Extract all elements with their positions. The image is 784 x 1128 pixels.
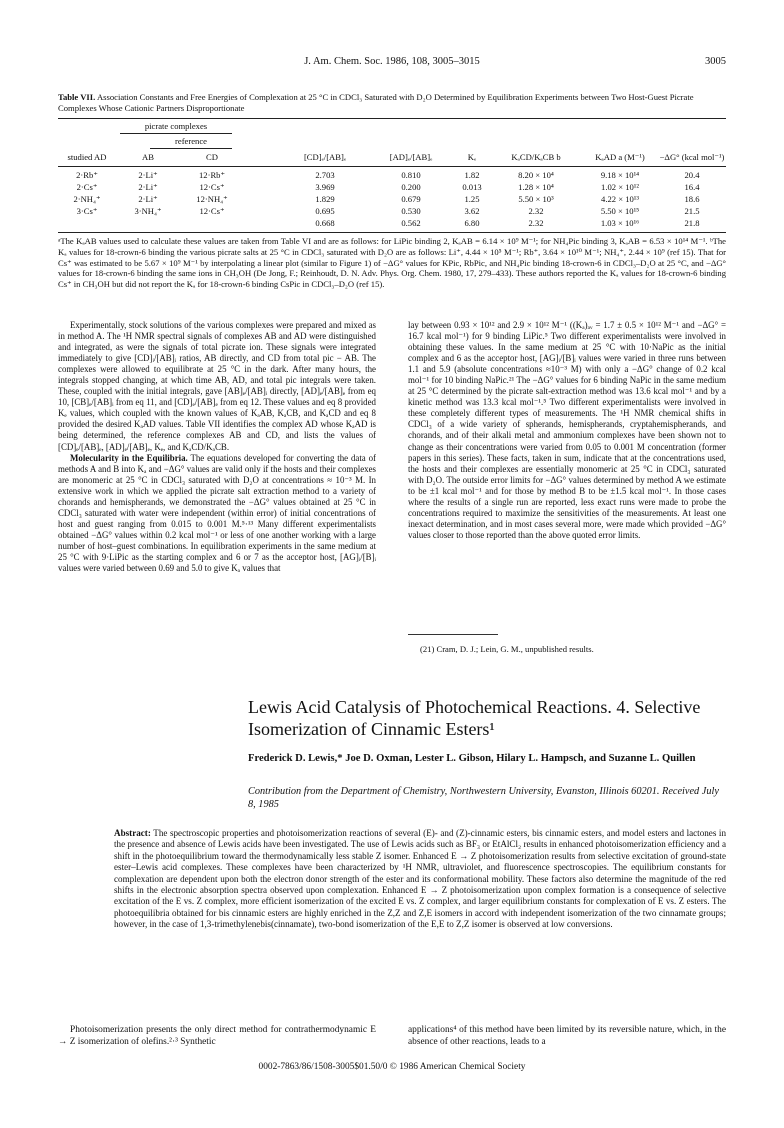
left-column (58, 320, 376, 574)
table-cell: 2·Li⁺ (138, 182, 158, 192)
column-header: AB (142, 152, 154, 162)
table-cell: 2·NH₄⁺ (73, 194, 101, 204)
table-cell: 2·Cs⁺ (76, 182, 98, 192)
table-cell: 5.50 × 10¹⁵ (600, 206, 640, 216)
table-cell: 9.18 × 10¹⁴ (600, 170, 640, 180)
section-heading: Molecularity in the Equilibria. (70, 452, 188, 463)
column-header: studied AD (67, 152, 107, 162)
table-caption (58, 92, 726, 114)
page-footer: 0002-7863/86/1508-3005$01.50/0 © 1986 American Chemical Society (258, 1062, 526, 1072)
table-cell: 3·Cs⁺ (76, 206, 98, 216)
column-header: KₐCD/KₐCB b (511, 152, 561, 162)
page-number: 3005 (705, 56, 726, 67)
table-cell: 3·NH₄⁺ (134, 206, 162, 216)
table-cell: 0.695 (315, 206, 335, 216)
table-cell: 12·NH₄⁺ (196, 194, 228, 204)
right-column (408, 320, 726, 541)
column-header: −ΔG° (kcal mol⁻¹) (659, 152, 725, 162)
table-cell: 4.22 × 10¹³ (601, 194, 639, 204)
column-header: [AD]ₑ/[AB]ₑ (389, 152, 433, 162)
table-cell: 2.703 (315, 170, 335, 180)
table-cell: 21.5 (684, 206, 700, 216)
column-header: CD (206, 152, 218, 162)
journal-citation: J. Am. Chem. Soc. 1986, 108, 3005–3015 (304, 56, 480, 67)
article-authors: Frederick D. Lewis,* Joe D. Oxman, Lester L. Gibson, Hilary L. Hampsch, and Suzanne L. Quillen (248, 753, 696, 764)
table-cell: 6.80 (464, 218, 480, 228)
table-cell: 2·Li⁺ (138, 170, 158, 180)
table-cell: 2.32 (528, 206, 544, 216)
column-header: KₐAD a (M⁻¹) (595, 152, 645, 162)
table-caption-text: Association Constants and Free Energies of Complexation at 25 °C in CDCl₃ Saturated with D₂O Determined by Equilibration Experiments between Two Host-Guest Picrate Complexes Whose Cationic Partners Disproportionate (58, 92, 694, 113)
table-cell: 3.969 (315, 182, 335, 192)
table-cell: 0.562 (401, 218, 421, 228)
footnote: (21) Cram, D. J.; Lein, G. M., unpublished results. (420, 644, 594, 654)
table-cell: 1.829 (315, 194, 335, 204)
table-cell: 0.200 (401, 182, 421, 192)
table-cell: 12·Cs⁺ (199, 206, 225, 216)
table-cell: 20.4 (684, 170, 700, 180)
table-cell: 5.50 × 10³ (518, 194, 554, 204)
table-cell: 8.20 × 10⁴ (518, 170, 554, 180)
table-cell: 0.668 (315, 218, 335, 228)
table-cell: 2·Li⁺ (138, 194, 158, 204)
article-title: Lewis Acid Catalysis of Photochemical Reactions. 4. Selective Isomerization of Cinnamic Esters¹ (248, 697, 701, 739)
paragraph: The equations developed for converting the data of methods A and B into Kₐ and −ΔG° values are valid only if the hosts and their complexes are monomeric at 25 °C in CDCl₃ saturated with D₂O at concentrations ≈ 10⁻³ M. In extensive work in which we applied the picrate salt extraction method to a variety of chorands and hemispherands, we demonstrated the −ΔG° values obtained at 25 °C in CDCl₃ saturated with water were independent (within error) of initial concentrations of host and guest ranging from 0.015 to 0.001 M.⁵·¹³ Many different experimentalists obtained −ΔG° values within 0.2 kcal mol⁻¹ or less of one another working with a large number of host–guest combinations. In equilibration experiments in the same medium at 25 °C with 9·LiPic as the starting complex and 6 or 7 as the acceptor host, [AG]ᵢ/[B]ᵢ values were varied between 0.69 and 5.0 to give Kₐ values that (58, 452, 376, 574)
abstract-label: Abstract: (114, 828, 151, 838)
table-cell: 12·Cs⁺ (199, 182, 225, 192)
paragraph: lay between 0.93 × 10¹² and 2.9 × 10¹² M⁻¹ ((Kₐ)ₐᵥ = 1.7 ± 0.5 × 10¹² M⁻¹ and −ΔG° = 16.7 kcal mol⁻¹) for 9 binding LiPic.⁵ Two different experimentalists were involved in obtaining these values. In the same medium at 25 °C with 10·NaPic as the initial complex and 6 as the acceptor host, [AG]ᵢ/[B]ᵢ values were varied in three runs between 1.1 and 5.9 (absolute concentrations ≈10⁻³ M) with only a −ΔG° change of 0.2 kcal mol⁻¹ for 10 binding NaPic.²¹ The −ΔG° values for 6 binding NaPic in the same medium at 25 °C determined by the picrate salt-extraction method was 13.6 kcal mol⁻¹ and by a kinetic method was 13.3 kcal mol⁻¹.⁵ Two different experimentalists were involved in these completely different types of measurements. The ¹H NMR chemical shifts in CDCl₃ of a wide variety of spherands, hemispherands, cryptahemispherands, and chorands, and of their alkali metal and ammonium complexes have been shown not to change as their concentrations were varied from 0.05 to 0.001 M concentration (former papers in this series). These facts, taken in sum, indicate that at the concentrations used, the hosts and their complexes are essentially monomeric at 25 °C in CDCl₃ saturated with D₂O. The outside error limits for −ΔG° values determined by method A we estimate to be ±1 kcal mol⁻¹ and for those by method B to be ±1.5 kcal mol⁻¹. In those cases where the results of a single run are reported, less exact runs were made to probe the concentrations required to maximize the sensitivities of the measurements. At least one inexact determination, and in most cases several more, were made which provided −ΔG° values closer to those reported than the above quoted error limits. (408, 320, 726, 540)
article-affiliation: Contribution from the Department of Chemistry, Northwestern University, Evanston, Illinois 60201. Received July 8, 1985 (248, 786, 719, 810)
table-footnote: ᵃThe KₐAB values used to calculate these values are taken from Table VI and are as follows: for LiPic binding 2, KₐAB = 6.14 × 10⁹ M⁻¹; for NH₄Pic binding 3, KₐAB = 6.53 × 10¹⁴ M⁻¹. ᵇThe Kₐ values for 18-crown-6 binding the various picrate salts at 25 °C in CDCl₃ saturated with D₂O are as follows: Li⁺, 4.44 × 10⁵ M⁻¹; Rb⁺, 3.64 × 10¹⁰ M⁻¹; NH₄⁺, 2.44 × 10⁹ (ref 15). That for Cs⁺ was estimated to be 5.67 × 10⁹ M⁻¹ by interpolating a linear plot (similar to Figure 1) of −ΔG° values for KPic, RbPic, and NH₄Pic binding 18-crown-6 in CDCl₃–D₂O at 25 °C, and −ΔG° values for 18-crown-6 binding the same ions in CH₃OH (De Jong, F.; Reinhoudt, D. N. Adv. Phys. Org. Chem. 1980, 17, 279–433). These authors reported the Kₐ values for 18-crown-6 binding Cs⁺ in CH₃OH but did not report the Kₐ for 18-crown-6 binding CsPic in CDCl₃–D₂O (ref 15). (58, 236, 726, 290)
table-cell: 3.62 (464, 206, 480, 216)
column-header: Kₑ (467, 152, 477, 162)
table-cell: 2.32 (528, 218, 544, 228)
table-label: Table VII. (58, 92, 96, 102)
sub-group-header: reference (175, 136, 207, 146)
table-cell: 2·Rb⁺ (76, 170, 98, 180)
table-cell: 18.6 (684, 194, 700, 204)
table-cell: 0.679 (401, 194, 421, 204)
table-cell: 1.82 (464, 170, 480, 180)
abstract (114, 828, 726, 931)
table-cell: 16.4 (684, 182, 700, 192)
intro-left: Photoisomerization presents the only direct method for contrathermodynamic E → Z isomerization of olefins.²·³ Synthetic (58, 1025, 376, 1048)
table-cell: 1.02 × 10¹² (601, 182, 639, 192)
table-cell: 0.810 (401, 170, 421, 180)
table-cell: 0.530 (401, 206, 421, 216)
table-cell: 12·Rb⁺ (198, 170, 226, 180)
paragraph: Experimentally, stock solutions of the various complexes were prepared and mixed as in method A. The ¹H NMR spectral signals of complexes AB and AD were distinguished and integrated, as were the signals of total picrate ion. These signals were integrated immediately to give [CD]ᵢ/[AB]ᵢ ratios, AB directly, and CD from total pic − AB. The complexes were allowed to equilibrate at 25 °C in the dark. After many hours, the integrals stopped changing, at which time AB, AD, and total pic integrals were taken. These, coupled with the initial integrals, gave [AB]ₑ/[AB]ᵢ directly, [AD]ₑ/[AB]ₑ from eq 10, [CB]ₑ/[AB]ᵢ from eq 11, and [CD]ₑ/[AB]ₑ from eq 12. These values and eq 8 provided Kₑ values, which coupled with the known values of KₐAB, KₐCB, and KₐCD and eq 8 provided the desired KₐAD values. Table VII identifies the complex AD whose KₐAD is being determined, the reference complexes AB and CD, and lists the values of [CD]ₑ/[AB]ₑ, [AD]ₑ/[AB]ₑ, Kₑ, and KₐCD/KₐCB. (58, 320, 376, 452)
intro-right: applications⁴ of this method have been limited by its reversible nature, which, in the absence of other reactions, leads to a (408, 1025, 726, 1048)
column-header: [CD]ₑ/[AB]ₑ (303, 152, 347, 162)
table-cell: 21.8 (684, 218, 700, 228)
table-cell: 1.25 (464, 194, 480, 204)
running-header (58, 56, 726, 70)
table-cell: 0.013 (462, 182, 482, 192)
group-header: picrate complexes (144, 121, 208, 131)
table-cell: 1.28 × 10⁴ (518, 182, 554, 192)
abstract-text: The spectroscopic properties and photoisomerization reactions of several (E)- and (Z)-cinnamic esters, bis cinnamic esters, and model esters and lactones in the presence and absence of Lewis acids have been investigated. The use of Lewis acids such as BF₃ or EtAlCl₂ results in enhanced photoisomerization efficiency and a shift in the photoequilibrium toward the thermodynamically less stable Z isomer. Enhanced E → Z photoisomerization results from selective excitation of ground-state ester–Lewis acid complexes. These complexes have been characterized by ¹H NMR, ultraviolet, and fluorescence spectroscopies. The equilibrium constants for complexation are dependent upon both the electron donor strength of the ester and its conformational mobility. These factors also determine the magnitude of the red shifts in the electronic absorption spectra observed upon complexation. Enhanced E → Z photoisomerization upon complex formation is a consequence of selective excitation of the E vs. Z complex, more efficient isomerization of the excited E vs. Z complex, and larger equilibrium constants for complexation of E vs. Z esters. The photoequilibria obtained for bis cinnamic esters are highly enriched in the Z,Z and Z,E isomers in accord with independent isomerization of the two cinnamate groups; however, in the case of 1,3-trimethylenebis(cinnamate), two-bond isomerization of the E,E to Z,Z isomer is observed at low conversions. (114, 828, 726, 930)
table-cell: 1.03 × 10¹⁶ (600, 218, 640, 228)
